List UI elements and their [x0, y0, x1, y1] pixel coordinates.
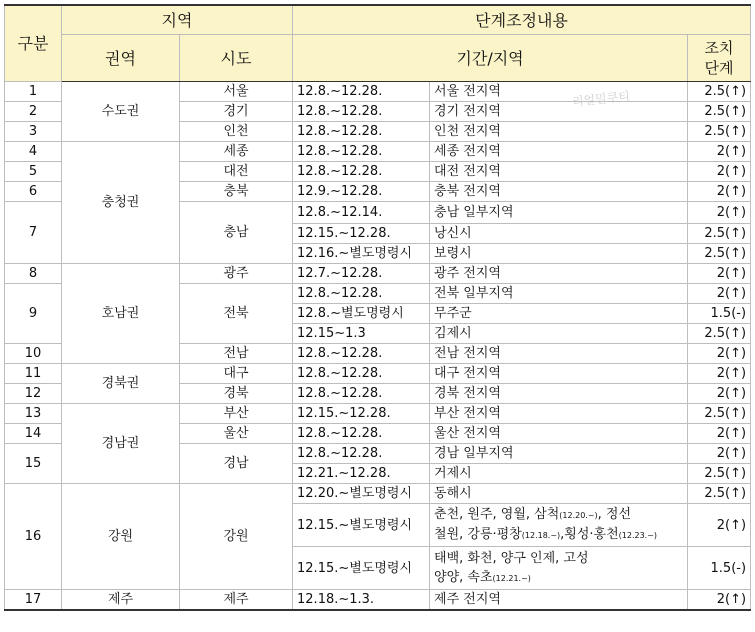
region-cell: 제주	[62, 590, 180, 611]
area-text: 양양, 속초	[434, 569, 493, 585]
level-cell: 2(↑)	[688, 444, 751, 464]
level-cell: 2(↑)	[688, 162, 751, 182]
region-cell: 호남권	[62, 264, 180, 364]
period-cell: 12.15.~12.28.	[293, 224, 430, 244]
sido-cell: 광주	[180, 264, 293, 284]
table-row	[5, 404, 751, 424]
period-cell: 12.8.~12.28.	[293, 384, 430, 404]
header-jiyeok: 지역	[62, 5, 293, 35]
row-no: 2	[5, 102, 62, 122]
sido-cell: 경남	[180, 444, 293, 484]
level-cell: 2(↑)	[688, 182, 751, 202]
area-note: (12.20.~)	[559, 511, 598, 520]
area-cell: 충북 전지역	[430, 182, 688, 202]
area-cell	[430, 504, 688, 547]
area-text: , 정선	[597, 507, 632, 522]
level-cell: 2.5(↑)	[688, 324, 751, 344]
level-cell: 2.5(↑)	[688, 82, 751, 102]
sido-cell: 울산	[180, 424, 293, 444]
level-cell: 2.5(↑)	[688, 244, 751, 264]
area-cell: 경기 전지역	[430, 102, 688, 122]
sido-cell: 전북	[180, 284, 293, 344]
header-gubun: 구분	[5, 5, 62, 82]
level-cell: 2(↑)	[688, 142, 751, 162]
row-no: 7	[5, 202, 62, 264]
row-no: 6	[5, 182, 62, 202]
region-cell: 수도권	[62, 82, 180, 142]
sido-cell: 세종	[180, 142, 293, 162]
area-cell: 경남 일부지역	[430, 444, 688, 464]
table-row	[5, 364, 751, 384]
period-cell: 12.15~1.3	[293, 324, 430, 344]
area-cell: 경북 전지역	[430, 384, 688, 404]
area-cell: 충남 일부지역	[430, 202, 688, 224]
region-cell: 경북권	[62, 364, 180, 404]
sido-cell: 경기	[180, 102, 293, 122]
level-cell: 2.5(↑)	[688, 464, 751, 484]
sido-cell: 전남	[180, 344, 293, 364]
area-note: (12.23.~)	[618, 531, 658, 540]
row-no: 10	[5, 344, 62, 364]
area-cell: 울산 전지역	[430, 424, 688, 444]
sido-cell: 충남	[180, 202, 293, 264]
sido-cell: 경북	[180, 384, 293, 404]
table-row	[5, 590, 751, 611]
level-cell: 2.5(↑)	[688, 224, 751, 244]
level-cell: 2.5(↑)	[688, 122, 751, 142]
area-cell: 무주군	[430, 304, 688, 324]
area-cell: 낭신시	[430, 224, 688, 244]
area-cell: 광주 전지역	[430, 264, 688, 284]
table-row	[5, 484, 751, 504]
row-no: 3	[5, 122, 62, 142]
level-cell: 2.5(↑)	[688, 484, 751, 504]
area-cell: 김제시	[430, 324, 688, 344]
region-cell: 충청권	[62, 142, 180, 264]
period-cell: 12.16.~별도명령시	[293, 244, 430, 264]
row-no: 4	[5, 142, 62, 162]
level-cell: 2.5(↑)	[688, 102, 751, 122]
period-cell: 12.8.~12.14.	[293, 202, 430, 224]
row-no: 13	[5, 404, 62, 424]
header-content: 단계조정내용	[293, 5, 751, 35]
area-cell: 거제시	[430, 464, 688, 484]
area-cell: 제주 전지역	[430, 590, 688, 611]
period-cell: 12.8.~12.28.	[293, 364, 430, 384]
area-cell: 세종 전지역	[430, 142, 688, 162]
row-no: 8	[5, 264, 62, 284]
level-cell: 2(↑)	[688, 424, 751, 444]
period-cell: 12.15.~12.28.	[293, 404, 430, 424]
period-cell: 12.8.~12.28.	[293, 122, 430, 142]
area-text: 태백, 화천, 양구 인제, 고성	[434, 550, 589, 566]
area-cell: 인천 전지역	[430, 122, 688, 142]
row-no: 11	[5, 364, 62, 384]
area-cell: 동해시	[430, 484, 688, 504]
period-cell: 12.21.~12.28.	[293, 464, 430, 484]
sido-cell: 서울	[180, 82, 293, 102]
table-row	[5, 142, 751, 162]
level-cell: 2(↑)	[688, 202, 751, 224]
sido-cell: 충북	[180, 182, 293, 202]
sido-cell: 대전	[180, 162, 293, 182]
row-no: 12	[5, 384, 62, 404]
period-cell: 12.8.~12.28.	[293, 424, 430, 444]
level-cell: 1.5(-)	[688, 304, 751, 324]
period-cell: 12.7.~12.28.	[293, 264, 430, 284]
row-no: 1	[5, 82, 62, 102]
period-cell: 12.8.~12.28.	[293, 102, 430, 122]
area-text: 철원, 강릉·평창	[434, 527, 522, 542]
level-cell: 2(↑)	[688, 344, 751, 364]
level-cell: 2(↑)	[688, 590, 751, 611]
row-no: 16	[5, 484, 62, 590]
period-cell: 12.8.~별도명령시	[293, 304, 430, 324]
level-cell: 2.5(↑)	[688, 404, 751, 424]
area-cell: 대구 전지역	[430, 364, 688, 384]
area-text: 춘천, 원주, 영월, 삼척	[434, 507, 560, 522]
period-cell: 12.8.~12.28.	[293, 344, 430, 364]
area-cell: 전북 일부지역	[430, 284, 688, 304]
level-cell: 2(↑)	[688, 284, 751, 304]
row-no: 17	[5, 590, 62, 611]
table-row	[5, 82, 751, 102]
region-cell: 경남권	[62, 404, 180, 484]
period-cell: 12.8.~12.28.	[293, 82, 430, 102]
area-note: (12.18.~)	[521, 531, 561, 540]
area-cell: 부산 전지역	[430, 404, 688, 424]
area-text: ,횡성·홍천	[560, 527, 619, 542]
period-cell: 12.8.~12.28.	[293, 142, 430, 162]
period-cell: 12.15.~별도명령시	[293, 504, 430, 547]
sido-cell: 대구	[180, 364, 293, 384]
sido-cell: 부산	[180, 404, 293, 424]
area-note: (12.21.~)	[492, 573, 531, 583]
row-no: 14	[5, 424, 62, 444]
area-cell: 전남 전지역	[430, 344, 688, 364]
header-gwonyeok: 권역	[62, 35, 180, 82]
level-cell: 2(↑)	[688, 364, 751, 384]
covid-level-table	[4, 4, 751, 611]
level-cell: 2(↑)	[688, 384, 751, 404]
area-cell: 대전 전지역	[430, 162, 688, 182]
watermark-text: 리얼밀쿠티	[571, 89, 631, 109]
row-no: 15	[5, 444, 62, 484]
period-cell: 12.8.~12.28.	[293, 444, 430, 464]
area-cell: 보령시	[430, 244, 688, 264]
level-cell: 2(↑)	[688, 504, 751, 547]
sido-cell: 인천	[180, 122, 293, 142]
period-cell: 12.8.~12.28.	[293, 162, 430, 182]
header-period-area: 기간/지역	[293, 35, 688, 82]
period-cell: 12.15.~별도명령시	[293, 547, 430, 590]
area-cell	[430, 547, 688, 590]
period-cell: 12.8.~12.28.	[293, 284, 430, 304]
region-cell: 강원	[62, 484, 180, 590]
sido-cell: 강원	[180, 484, 293, 590]
row-no: 9	[5, 284, 62, 344]
header-sido: 시도	[180, 35, 293, 82]
period-cell: 12.9.~12.28.	[293, 182, 430, 202]
level-cell: 1.5(-)	[688, 547, 751, 590]
row-no: 5	[5, 162, 62, 182]
level-cell: 2(↑)	[688, 264, 751, 284]
area-cell: 서울 전지역	[430, 82, 688, 102]
sido-cell: 제주	[180, 590, 293, 611]
table-row	[5, 264, 751, 284]
header-level: 조치 단계	[688, 35, 751, 82]
period-cell: 12.20.~별도명령시	[293, 484, 430, 504]
period-cell: 12.18.~1.3.	[293, 590, 430, 611]
